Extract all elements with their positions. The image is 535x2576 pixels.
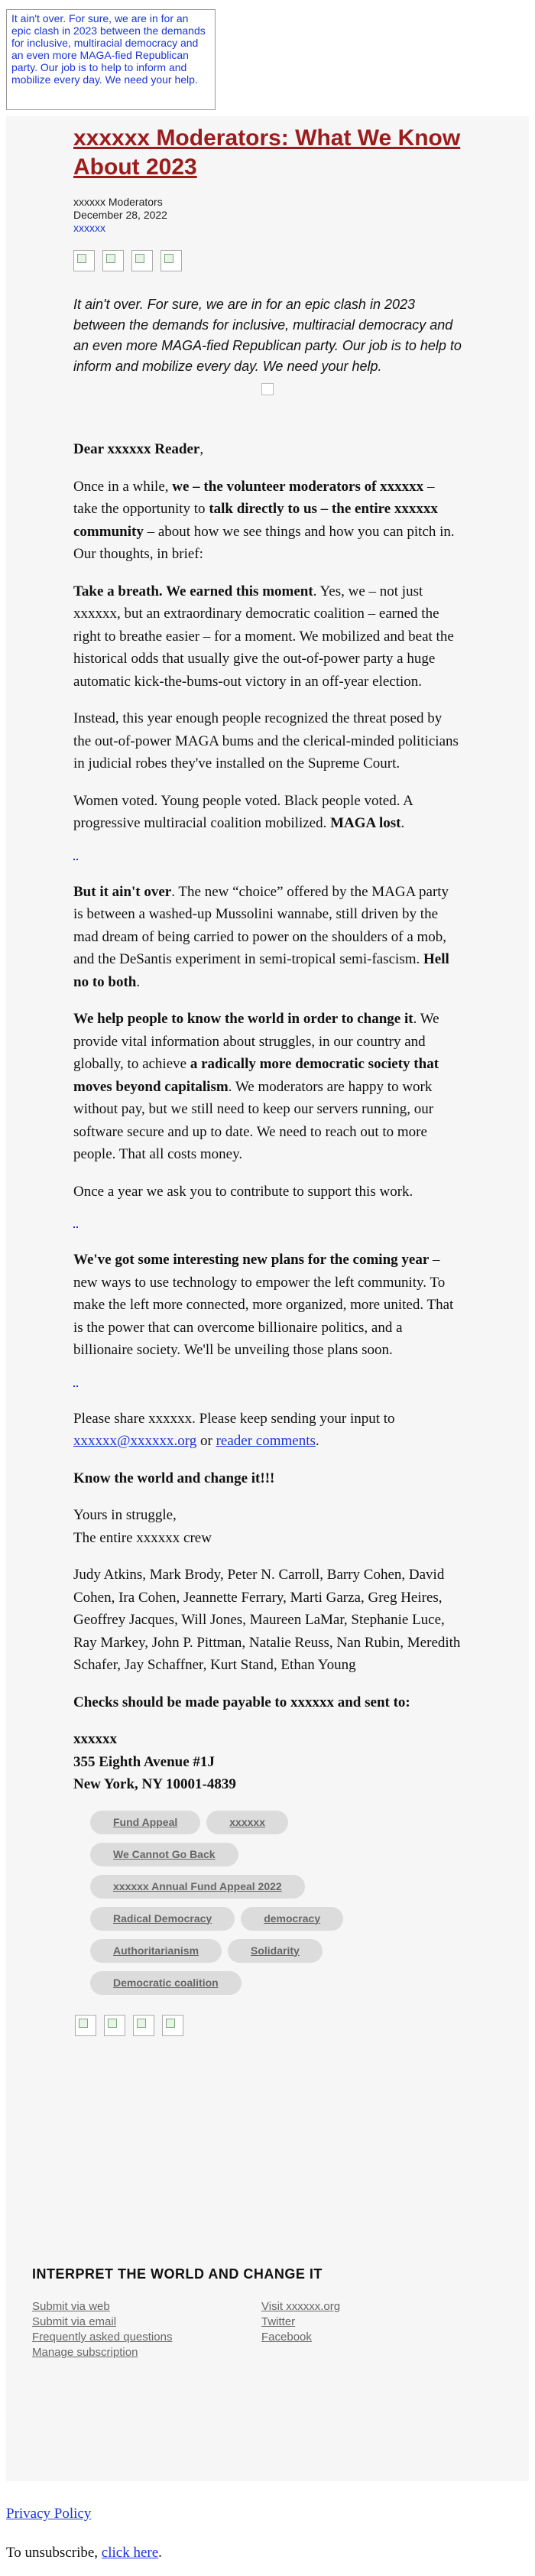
share-icon[interactable] [75,2015,96,2036]
signatories: Judy Atkins, Mark Brody, Peter N. Carroll, Barry Cohen, David Cohen, Ira Cohen, Jeannette Ferrary, Marti Garza, Greg Heires, Geoffrey Jacques, Will Jones, Maureen LaMar, Stephanie Luce, Ray Markey, John P. Pittman, Natalie Reuss, Nan Rubin, Meredith Schafer, Jay Schaffner, Kurt Stand, Ethan Young [73,1567,461,1673]
share-icon[interactable] [131,250,153,271]
facebook-link[interactable]: Facebook [261,2331,312,2344]
share-icon[interactable] [104,2015,125,2036]
paragraph: Women voted. Young people voted. Black people voted. A progressive multiracial coalition mobilized. MAGA lost. [73,792,413,831]
article-title-link[interactable]: xxxxxx Moderators: What We Know About 2023 [73,125,461,180]
source-link[interactable]: xxxxxx [73,222,105,234]
tag[interactable]: Fund Appeal [90,1811,200,1834]
paragraph: Once a year we ask you to contribute to support this work. [73,1183,413,1200]
lead-paragraph: It ain't over. For sure, we are in for an epic clash in 2023 between the demands for inclusive, multiracial democracy and an even more MAGA-fied Republican party. Our job is to help to inform and mobilize every day. We need your help. [73,297,462,374]
share-icons [73,250,462,273]
share-icons-bottom [75,2015,462,2038]
tag[interactable]: We Cannot Go Back [90,1843,238,1866]
paragraph: Instead, this year enough people recognized the threat posed by the out-of-power MAGA bums and the clerical-minded politicians in judicial robes they've installed on the Supreme Court. [73,710,459,772]
checks-note: Checks should be made payable to xxxxxx and sent to: [73,1694,410,1710]
twitter-link[interactable]: Twitter [261,2315,296,2328]
share-icon[interactable] [102,250,124,271]
tag[interactable]: Solidarity [228,1939,323,1963]
date: December 28, 2022 [73,209,167,221]
email-link[interactable]: xxxxxx@xxxxxx.org [73,1433,197,1449]
share-icon[interactable] [73,250,95,271]
tag[interactable]: democracy [241,1907,343,1931]
separator-link[interactable] [73,849,78,860]
submit-web-link[interactable]: Submit via web [32,2300,110,2313]
slogan: Know the world and change it!!! [73,1470,275,1486]
paragraph: Take a breath. We earned this moment. Yes, we – not just xxxxxx, but an extraordinary democratic coalition – earned the right to breathe easier – for a moment. We mobilized and beat the historical odds that usually give the out-of-power party a huge automatic kick-the-bums-out victory in an off-year election. [73,583,454,690]
footer [32,2266,491,2360]
footer-right-links [261,2299,491,2360]
tag[interactable]: xxxxxx Annual Fund Appeal 2022 [90,1875,305,1899]
tag[interactable]: Radical Democracy [90,1907,235,1931]
footer-heading: INTERPRET THE WORLD AND CHANGE IT [32,2266,323,2282]
paragraph: But it ain't over. The new “choice” offered by the MAGA party is between a washed-up Mussolini wannabe, still driven by the mad dream of being carried to power on the shoulders of a mob, and the DeSantis experiment in semi-tropical semi-fascism. Hell no to both. [73,883,449,990]
header-image[interactable]: It ain't over. For sure, we are in for an epic clash in 2023 between the demands for inclusive, multiracial democracy and an even more MAGA-fied Republican party. Our job is to help to inform and mobilize every day. We need your help. [6,9,216,110]
separator-link[interactable] [73,1217,78,1228]
paragraph: Once in a while, we – the volunteer moderators of xxxxxx – take the opportunity to talk directly to us – the entire xxxxxx community – about how we see things and how you can pitch in. Our thoughts, in brief: [73,478,455,562]
footer-left-links [32,2299,261,2360]
paragraph: We've got some interesting new plans for the coming year – new ways to use technology to empower the left community. To make the left more connected, more organized, more united. That is the power that can overcome billionaire politics, and a billionaire society. We'll be unveiling those plans soon. [73,1252,454,1358]
small-image-icon [261,383,274,395]
submit-email-link[interactable]: Submit via email [32,2315,117,2328]
article-meta [73,196,462,235]
share-icon[interactable] [133,2015,154,2036]
article-content [73,116,462,2038]
visit-site-link[interactable]: Visit xxxxxx.org [261,2300,341,2313]
tag[interactable]: xxxxxx [206,1811,288,1834]
mailing-address: xxxxxx 355 Eighth Avenue #1J New York, NY 10001-4839 [73,1731,236,1792]
manage-subscription-link[interactable]: Manage subscription [32,2346,138,2359]
article-card [6,116,529,2481]
closing: Yours in struggle, The entire xxxxxx crew [73,1507,212,1546]
separator-link[interactable] [73,1376,78,1387]
privacy-policy-link[interactable]: Privacy Policy [6,2506,92,2522]
tag[interactable]: Authoritarianism [90,1939,222,1963]
tag[interactable]: Democratic coalition [90,1971,242,1995]
author: xxxxxx Moderators [73,196,163,208]
letter-body [73,438,462,1796]
share-icon[interactable] [162,2015,183,2036]
paragraph: We help people to know the world in order to change it. We provide vital information about struggles, in our country and globally, to achieve a radically more democratic society that moves beyond capitalism. We moderators are happy to work without pay, but we still need to keep our servers running, our software secure and up to date. We need to reach out to more people. That all costs money. [73,1011,439,1162]
greeting: Dear xxxxxx Reader, [73,441,204,457]
unsubscribe-line: To unsubscribe, click here. [6,2545,162,2561]
faq-link[interactable]: Frequently asked questions [32,2331,173,2344]
tag-list [90,1811,411,1995]
reader-comments-link[interactable]: reader comments [216,1433,316,1449]
unsubscribe-link[interactable]: click here [101,2545,159,2561]
paragraph: Please share xxxxxx. Please keep sending your input to xxxxxx@xxxxxx.org or reader comments. [73,1410,395,1449]
share-icon[interactable] [160,250,182,271]
